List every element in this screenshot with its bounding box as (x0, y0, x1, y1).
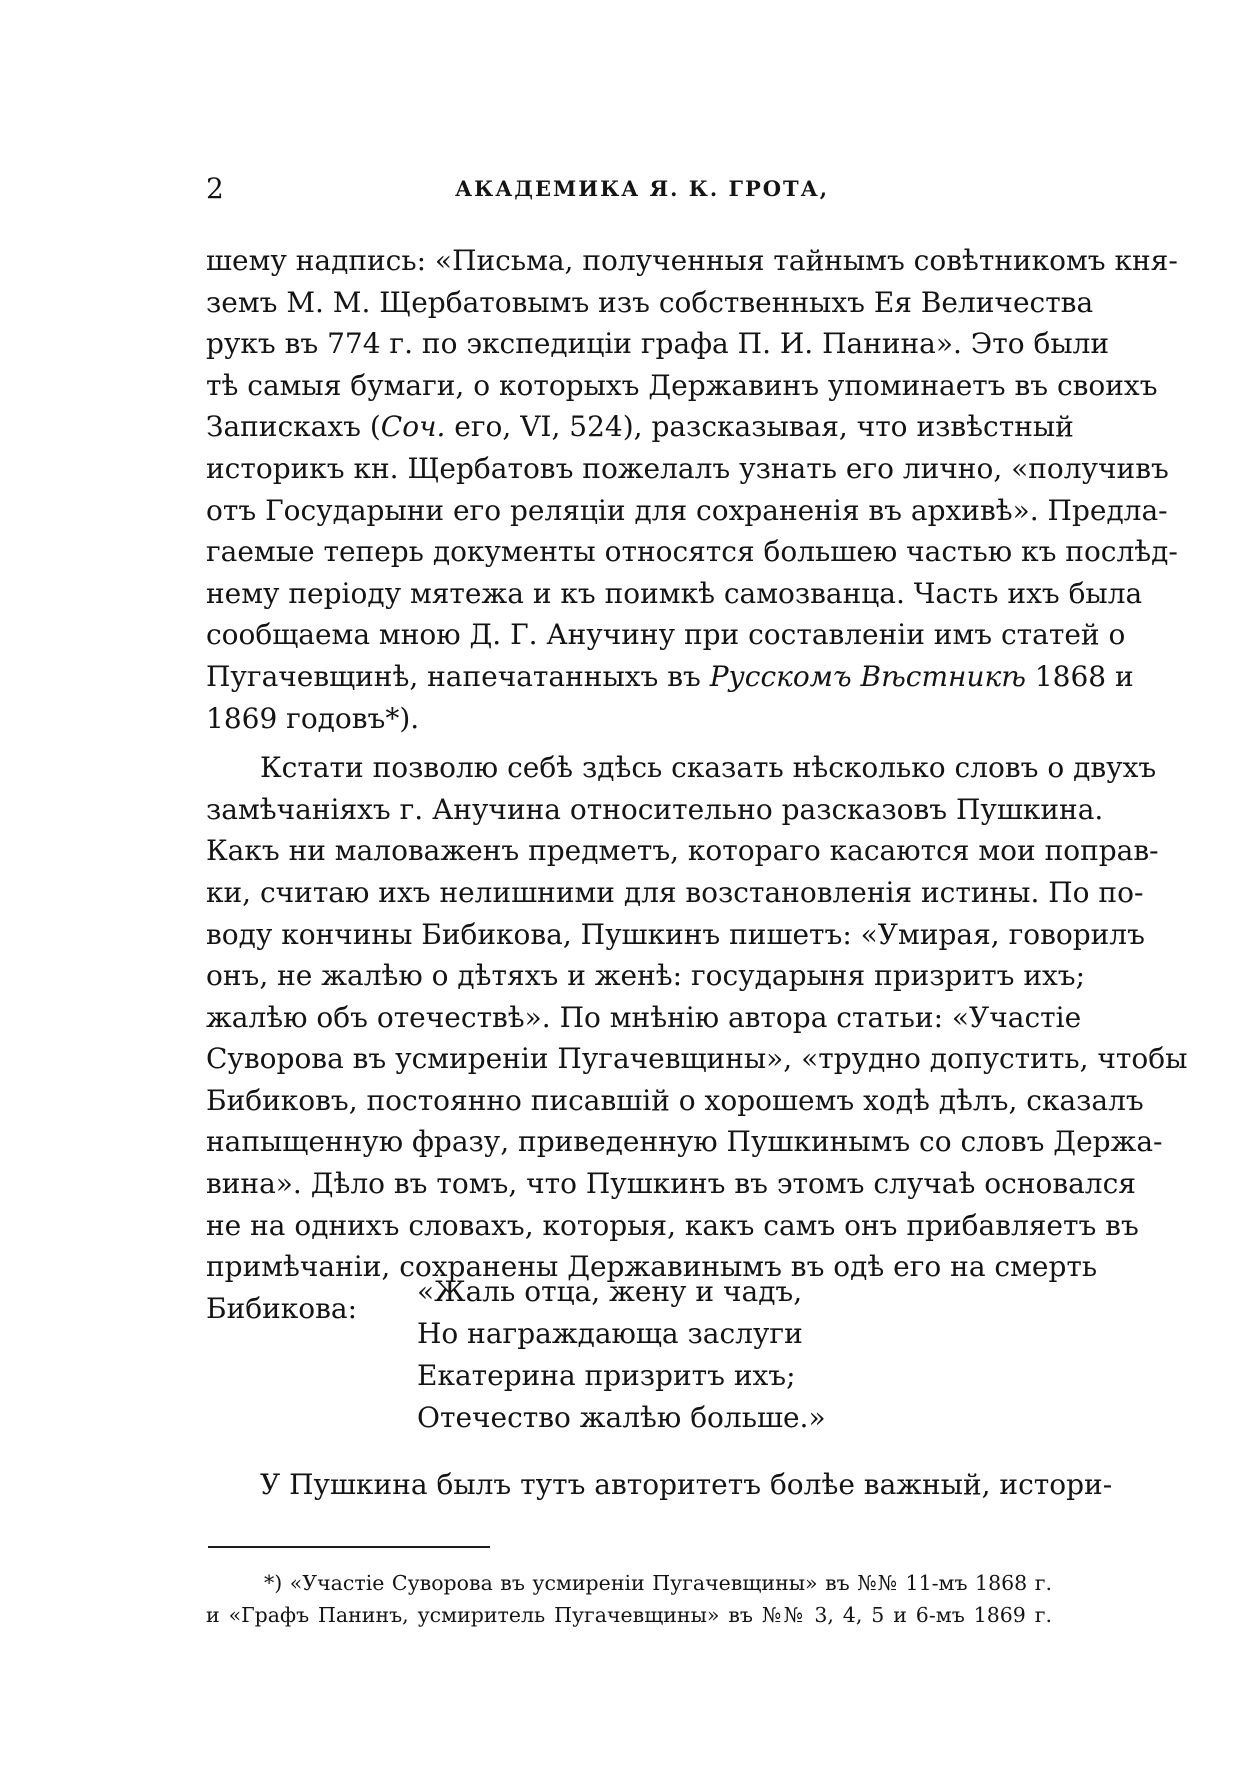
text-line: земъ М. М. Щербатовымъ изъ собственныхъ Ея Величества (206, 285, 1094, 319)
text-line: нему періоду мятежа и къ поимкѣ самозванца. Часть ихъ была (206, 576, 1143, 610)
text-line: Суворова въ усмиреніи Пугачевщины», «трудно допустить, чтобы (206, 1042, 1188, 1076)
text-line: вина». Дѣло въ томъ, что Пушкинъ въ этомъ случаѣ основался (206, 1167, 1136, 1201)
poem-verse: Екатерина призритъ ихъ; (417, 1359, 796, 1392)
poem-verse: Но награждающа заслуги (417, 1317, 803, 1350)
continuation-line: У Пушкина былъ тутъ авторитетъ болѣе важный, истори- (260, 1468, 1113, 1501)
text-line: гаемые теперь документы относятся большею частью къ послѣд- (206, 535, 1178, 569)
text-line: ки, считаю ихъ нелишними для возстановленія истины. По по- (206, 875, 1144, 909)
italic-journal-title: Русскомъ Вѣстникѣ (709, 659, 1026, 693)
text-run: его, VI, 524), разсказывая, что извѣстный (445, 410, 1074, 444)
text-line: Кстати позволю себѣ здѣсь сказать нѣсколько словъ о двухъ (260, 751, 1157, 785)
text-line: Бибиковъ, постоянно писавшій о хорошемъ ходѣ дѣлъ, сказалъ (206, 1083, 1144, 1117)
text-line: рукъ въ 774 г. по экспедиціи графа П. И. Панина». Это были (206, 327, 1110, 361)
italic-citation: Соч. (380, 410, 446, 444)
text-line: отъ Государыни его реляціи для сохраненія въ архивѣ». Предла- (206, 493, 1168, 527)
text-line: шему надпись: «Письма, полученныя тайнымъ совѣтникомъ кня- (206, 244, 1178, 277)
text-line: онъ, не жалѣю о дѣтяхъ и женѣ: государыня призритъ ихъ; (206, 959, 1086, 993)
footnote-line: *) «Участіе Суворова въ усмиреніи Пугачевщины» въ №№ 11-мъ 1868 г. (264, 1571, 1052, 1595)
running-head (206, 172, 1036, 212)
footnote-divider (208, 1546, 490, 1548)
text-line (206, 656, 1134, 698)
text-line: не на однихъ словахъ, которыя, какъ самъ онъ прибавляетъ въ (206, 1208, 1139, 1242)
text-line: Какъ ни маловаженъ предметъ, котораго касаются мои поправ- (206, 834, 1159, 868)
text-line: замѣчаніяхъ г. Анучина относительно разсказовъ Пушкина. (206, 792, 1104, 826)
text-line: жалѣю объ отечествѣ». По мнѣнію автора статьи: «Участіе (206, 1000, 1082, 1034)
text-line: 1869 годовъ*). (206, 701, 420, 735)
text-line: напыщенную фразу, приведенную Пушкинымъ со словъ Держа- (206, 1125, 1163, 1159)
text-run: 1868 и (1025, 659, 1134, 693)
text-run: Пугачевщинѣ, напечатанныхъ въ (206, 659, 710, 693)
running-title: АКАДЕМИКА Я. К. ГРОТА, (455, 176, 830, 201)
poem-verse: Отечество жалѣю больше.» (417, 1401, 826, 1434)
page-number: 2 (206, 172, 224, 205)
footnote-line: и «Графъ Панинъ, усмиритель Пугачевщины» въ №№ 3, 4, 5 и 6-мъ 1869 г. (206, 1603, 1052, 1627)
poem-verse: «Жаль отца, жену и чадъ, (417, 1275, 803, 1308)
text-run: Запискахъ ( (206, 410, 381, 444)
text-line: Бибикова: (206, 1291, 358, 1325)
poem-quote (417, 1271, 826, 1439)
footnote (206, 1567, 1052, 1631)
text-line: сообщаема мною Д. Г. Анучину при составленіи имъ статей о (206, 618, 1126, 652)
text-line: примѣчаніи, сохранены Державинымъ въ одѣ его на смерть (206, 1250, 1098, 1284)
body-text (206, 240, 1188, 1329)
text-line: воду кончины Бибикова, Пушкинъ пишетъ: «Умирая, говорилъ (206, 917, 1145, 951)
text-line: тѣ самыя бумаги, о которыхъ Державинъ упоминаетъ въ своихъ (206, 368, 1158, 402)
text-line (206, 406, 1074, 448)
text-line: историкъ кн. Щербатовъ пожелалъ узнать его лично, «получивъ (206, 451, 1169, 485)
